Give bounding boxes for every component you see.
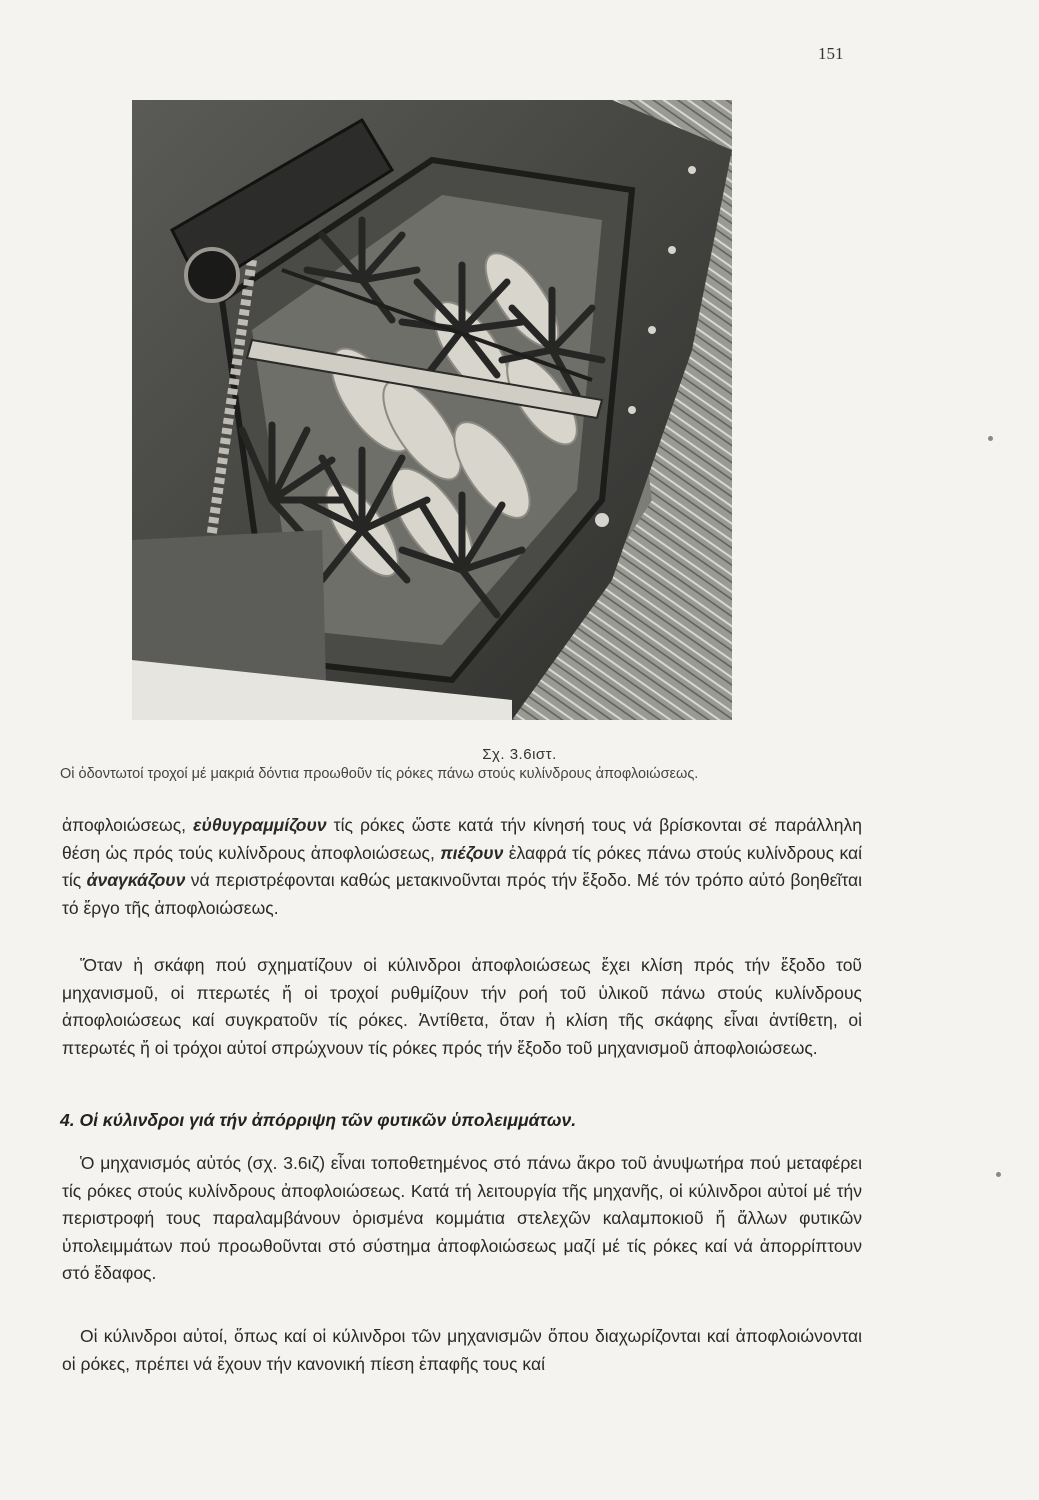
page-number: 151: [818, 44, 844, 63]
scan-speck: [988, 436, 993, 441]
p2-text: Ὅταν ἡ σκάφη πού σχηματίζουν οἱ κύλινδροι ἀποφλοιώσεως ἔχει κλίση πρός τήν ἔξοδο τοῦ μηχανισμοῦ, οἱ πτερωτές ἤ οἱ τροχοί ρυθμίζουν τήν ροή τοῦ ὑλικοῦ πάνω στούς κυλίνδρους ἀποφλοιώσεως καί συγκρατοῦν τίς ρόκες. Ἀντίθετα, ὅταν ἡ κλίση τῆς σκάφης εἶναι ἀντίθετη, οἱ πτερωτές ἤ οἱ τρόχοι αὐτοί σπρώχνουν τίς ρόκες πρός τήν ἔξοδο τοῦ μηχανισμοῦ ἀποφλοιώσεως.: [62, 955, 862, 1058]
p1-text-3: ἐλαφρά τίς ρόκες πάνω στούς κυλίνδρους καί τίς: [62, 842, 862, 891]
p1-text-1: ἀποφλοιώσεως,: [62, 815, 194, 835]
p4-text: Οἱ κύλινδροι αὐτοί, ὅπως καί οἱ κύλινδροι τῶν μηχανισμῶν ὅπου διαχωρίζονται καί ἀποφλοιώνονται οἱ ρόκες, πρέπει νά ἔχουν τήν κανονική πίεση ἐπαφῆς τους καί: [62, 1326, 862, 1374]
figure-label: Σχ. 3.6ιστ.: [482, 746, 557, 763]
figure-caption: Οἱ ὀδοντωτοί τροχοί μέ μακριά δόντια προωθοῦν τίς ρόκες πάνω στούς κυλίνδρους ἀποφλοιώσεως.: [60, 766, 699, 782]
p1-emphasis-2: πιέζουν: [440, 842, 504, 863]
p1-text-4: νά περιστρέφονται καθώς μετακινοῦνται πρός τήν ἔξοδο. Μέ τόν τρόπο αὐτό βοηθεῖται τό ἔργο τῆς ἀποφλοιώσεως.: [62, 870, 862, 918]
body-paragraph-2: [62, 952, 862, 1062]
p3-text: Ὁ μηχανισμός αὐτός (σχ. 3.6ιζ) εἶναι τοποθετημένος στό πάνω ἄκρο τοῦ ἀνυψωτήρα πού μεταφέρει τίς ρόκες στούς κυλίνδρους ἀποφλοιώσεως. Κατά τή λειτουργία τῆς μηχανῆς, οἱ κύλινδροι αὐτοί μέ τήν περιστροφή τους παραλαμβάνουν ὁρισμένα κομμάτια στελεχῶν καλαμποκιοῦ ἤ ἄλλων φυτικῶν ὑπολειμμάτων πού προωθοῦνται στό σύστημα ἀποφλοιώσεως μαζί μέ τίς ρόκες καί νά ἀπορρίπτουν στό ἔδαφος.: [62, 1153, 862, 1284]
p1-emphasis-1: εὐθυγραμμίζουν: [193, 815, 327, 835]
husking-rollers-photo: [132, 100, 732, 720]
body-paragraph-3: [62, 1150, 862, 1288]
p1-text-2: τίς ρόκες ὥστε κατά τήν κίνησή τους νά βρίσκονται σέ παράλληλη θέση ὡς πρός τούς κυλίνδρους ἀποφλοιώσεως,: [62, 815, 862, 863]
body-paragraph-1: [62, 812, 862, 922]
figure-photo: [132, 100, 732, 720]
scan-speck: [996, 1172, 1001, 1177]
body-paragraph-4: [62, 1323, 862, 1378]
section-heading: 4. Οἱ κύλινδροι γιά τήν ἀπόρριψη τῶν φυτικῶν ὑπολειμμάτων.: [60, 1110, 577, 1130]
p1-emphasis-3: ἀναγκάζουν: [86, 870, 186, 891]
